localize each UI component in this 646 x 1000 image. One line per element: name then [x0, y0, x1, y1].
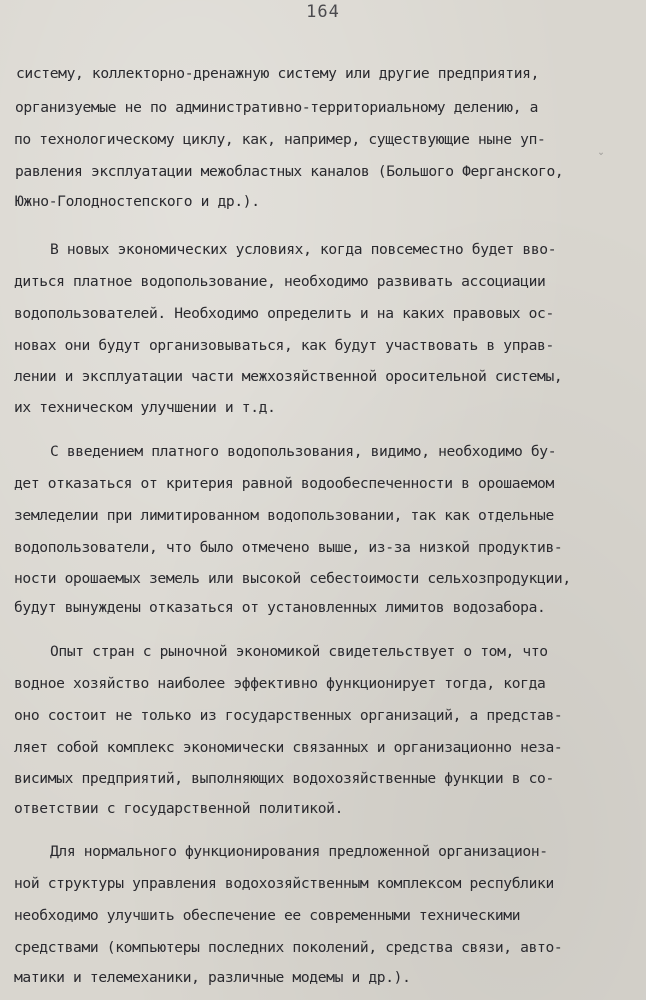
text-line: матики и телемеханики, различные модемы и др.).	[14, 969, 411, 986]
text-line: ляет собой комплекс экономически связанных и организационно неза-	[14, 739, 563, 756]
text-line: оно состоит не только из государственных организаций, а представ-	[14, 707, 563, 724]
text-line: водное хозяйство наиболее эффективно функционирует тогда, когда	[14, 675, 546, 692]
text-line: Для нормального функционирования предложенной организацион-	[50, 843, 548, 860]
text-line: необходимо улучшить обеспечение ее современными техническими	[14, 907, 521, 924]
text-line: их техническом улучшении и т.д.	[14, 399, 276, 416]
text-line: по технологическому циклу, как, например, существующие ныне уп-	[14, 131, 546, 148]
text-line: средствами (компьютеры последних поколений, средства связи, авто-	[14, 939, 563, 956]
text-line: будут вынуждены отказаться от установленных лимитов водозабора.	[14, 599, 546, 616]
text-line: ности орошаемых земель или высокой себестоимости сельхозпродукции,	[14, 570, 571, 587]
text-line: диться платное водопользование, необходимо развивать ассоциации	[14, 273, 546, 290]
text-line: ной структуры управления водохозяйственным комплексом республики	[14, 875, 554, 892]
text-line: новах они будут организовываться, как будут участвовать в управ-	[14, 337, 554, 354]
text-line: висимых предприятий, выполняющих водохозяйственные функции в со-	[14, 770, 554, 787]
text-line: Опыт стран с рыночной экономикой свидетельствует о том, что	[50, 643, 548, 660]
text-line: организуемые не по административно-территориальному делению, а	[15, 99, 539, 116]
text-line: лении и эксплуатации части межхозяйственной оросительной системы,	[14, 368, 563, 385]
text-line: водопользователи, что было отмечено выше, из-за низкой продуктив-	[14, 539, 563, 556]
text-line: водопользователей. Необходимо определить и на каких правовых ос-	[14, 305, 554, 322]
text-line: систему, коллекторно-дренажную систему или другие предприятия,	[16, 65, 540, 82]
pencil-mark: ᵕ	[598, 150, 605, 161]
page-number: 164	[306, 2, 340, 22]
text-line: дет отказаться от критерия равной водообеспеченности в орошаемом	[14, 475, 554, 492]
text-line: ответствии с государственной политикой.	[14, 800, 344, 817]
text-line: В новых экономических условиях, когда повсеместно будет вво-	[50, 241, 557, 258]
text-line: С введением платного водопользования, видимо, необходимо бу-	[50, 443, 557, 460]
text-line: равления эксплуатации межобластных каналов (Большого Ферганского,	[15, 163, 564, 180]
text-line: земледелии при лимитированном водопользовании, так как отдельные	[14, 507, 554, 524]
text-line: Южно-Голодностепского и др.).	[15, 193, 260, 210]
